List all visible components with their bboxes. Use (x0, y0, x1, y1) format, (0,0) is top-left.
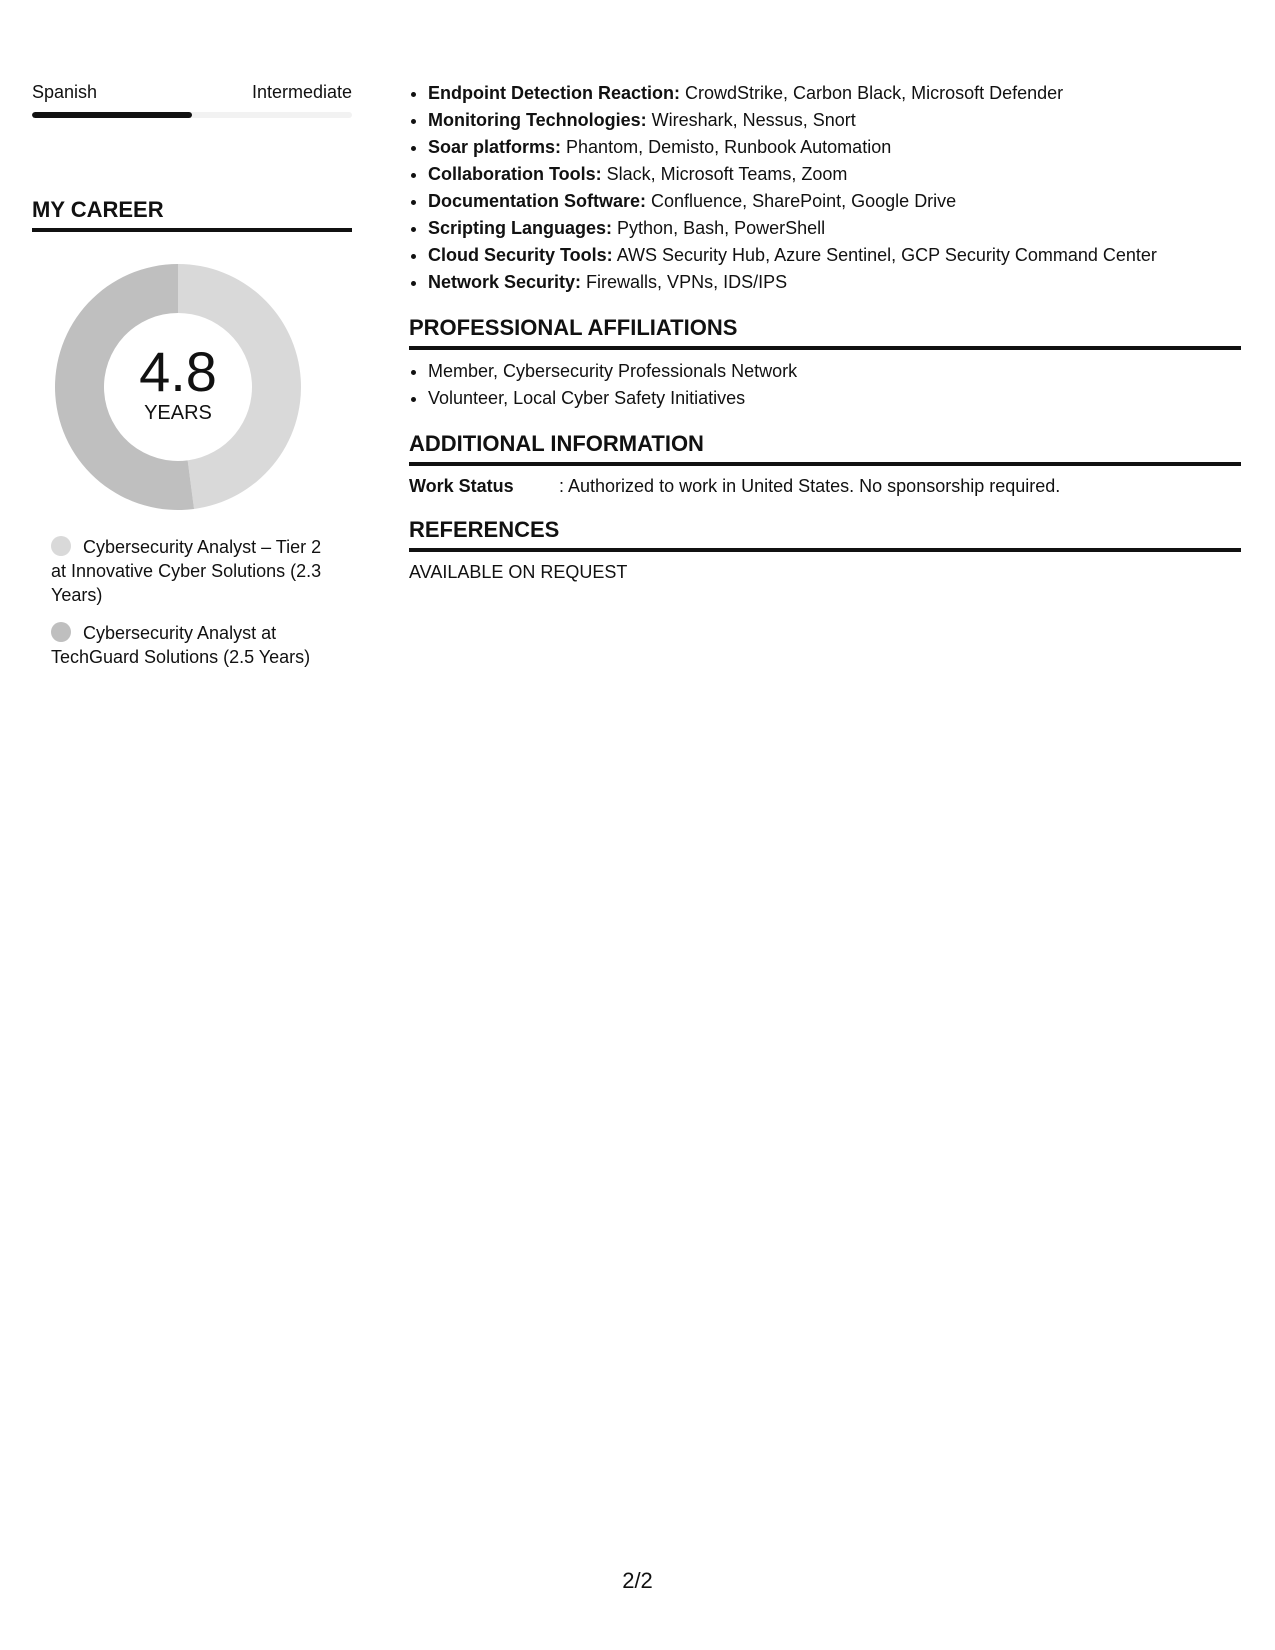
affiliation-item: • Member, Cybersecurity Professionals Network (428, 358, 1241, 385)
skill-label: Collaboration Tools: (428, 164, 602, 184)
career-legend-item (51, 535, 341, 607)
skill-label: Endpoint Detection Reaction: (428, 83, 680, 103)
donut-center (55, 264, 301, 510)
work-status-label: Work Status (409, 476, 514, 496)
skill-item (428, 269, 1241, 296)
language-proficiency-bar (32, 112, 352, 118)
affiliations-list (409, 358, 1241, 412)
legend-dot-icon (51, 536, 71, 556)
career-section (32, 196, 352, 232)
skill-value: Python, Bash, PowerShell (612, 218, 826, 238)
career-item-label: Cybersecurity Analyst at TechGuard Solutions (2.5 Years) (51, 623, 311, 667)
skill-value: Slack, Microsoft Teams, Zoom (601, 164, 848, 184)
skill-item (428, 161, 1241, 188)
legend-dot-icon (51, 622, 71, 642)
work-status-value: : Authorized to work in United States. No sponsorship required. (559, 476, 1061, 496)
skill-value: Confluence, SharePoint, Google Drive (646, 191, 957, 211)
skill-value: CrowdStrike, Carbon Black, Microsoft Defender (680, 83, 1064, 103)
affiliations-section (409, 314, 1241, 412)
skill-label: Network Security: (428, 272, 582, 292)
skill-value: Phantom, Demisto, Runbook Automation (561, 137, 892, 157)
skill-item (428, 107, 1241, 134)
career-item-label: Cybersecurity Analyst – Tier 2 at Innovative Cyber Solutions (2.3 Years) (51, 537, 322, 605)
skill-value: Firewalls, VPNs, IDS/IPS (581, 272, 788, 292)
references-section (409, 516, 1241, 584)
language-name: Spanish (32, 82, 98, 102)
additional-info-section (409, 430, 1241, 498)
skill-label: Documentation Software: (428, 191, 647, 211)
career-donut-chart (55, 264, 301, 510)
affiliations-title: PROFESSIONAL AFFILIATIONS (409, 314, 1241, 350)
skill-value: AWS Security Hub, Azure Sentinel, GCP Security Command Center (612, 245, 1157, 265)
career-title: MY CAREER (32, 196, 352, 232)
skill-item (428, 188, 1241, 215)
references-text: AVAILABLE ON REQUEST (409, 562, 628, 582)
additional-info-title: ADDITIONAL INFORMATION (409, 430, 1241, 466)
career-legend-item (51, 621, 341, 669)
career-legend (51, 535, 341, 683)
work-status-row (409, 474, 1241, 498)
skill-value: Wireshark, Nessus, Snort (646, 110, 856, 130)
left-column (32, 80, 352, 667)
skill-item (428, 134, 1241, 161)
skill-label: Monitoring Technologies: (428, 110, 647, 130)
career-total-unit: YEARS (144, 402, 212, 424)
skill-item (428, 80, 1241, 107)
language-row (32, 80, 352, 104)
skill-label: Cloud Security Tools: (428, 245, 613, 265)
right-column (409, 80, 1241, 584)
skill-label: Soar platforms: (428, 137, 562, 157)
skill-label: Scripting Languages: (428, 218, 613, 238)
language-level: Intermediate (251, 82, 352, 102)
page-number: 2/2 (622, 1568, 653, 1593)
language-proficiency-fill (32, 112, 192, 118)
career-total-years: 4.8 (139, 340, 217, 403)
skills-list (409, 80, 1241, 296)
affiliation-item: • Volunteer, Local Cyber Safety Initiatives (428, 385, 1241, 412)
references-title: REFERENCES (409, 516, 1241, 552)
skill-item (428, 242, 1241, 269)
skill-item (428, 215, 1241, 242)
